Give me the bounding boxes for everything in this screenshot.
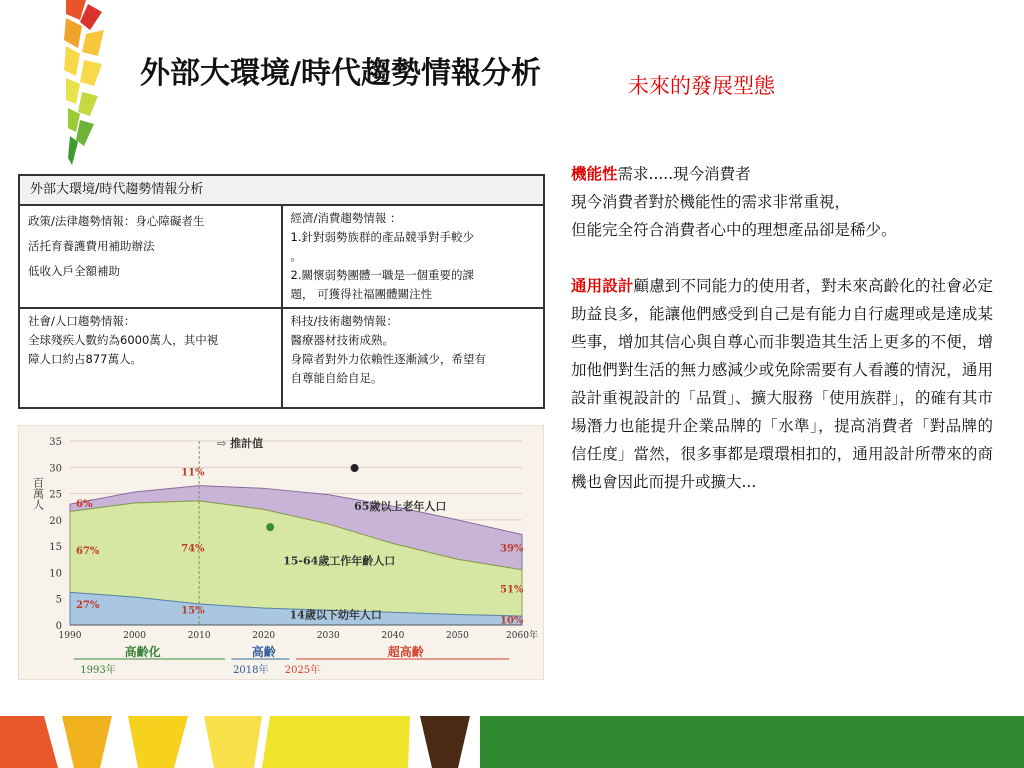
table-line: 經濟/消費趨勢情報 ： [290, 211, 402, 225]
functional-keyword: 機能性 [571, 165, 618, 183]
x-tick-label: 2040 [381, 631, 405, 641]
x-tick-label: 2050 [445, 631, 469, 641]
policy-trend-cell [19, 205, 282, 308]
x-tick-label: 2030 [316, 631, 340, 641]
table-line: 低收入戶全額補助 [28, 264, 120, 278]
society-trend-cell [19, 308, 282, 408]
table-line: 2.關懷弱勢團體一職是一個重要的課 [290, 268, 474, 282]
x-tick-label: 2000 [123, 631, 147, 641]
table-line: 活托育養護費用補助辦法 [28, 239, 155, 253]
table-line: 社會/人口趨勢情報： [28, 314, 136, 328]
phase-year: 2018年 [233, 665, 269, 676]
x-tick-label: 1990 [58, 631, 82, 641]
pct-label: 51% [500, 584, 524, 596]
table-line: 自尊能自給自足。 [290, 371, 383, 385]
table-line: 題， 可獲得社福團體關注性 [290, 287, 433, 301]
universal-design-text: 顧慮到不同能力的使用者，對未來高齡化的社會必定助益良多，能讓他們感受到自己是有能力自行處理或是達成某些事，增加其信心與自尊心而非製造其生活上更多的不便，增加他們對生活的無力感減少或免除需要有人看護的情況，通用設計重視設計的「品質」、擴大服務「使用族群」，的確有其市場潛力也能提升企業品牌的「水準」，提高消費者「對品牌的信任度」當然，很多事都是環環相扣的，通用設計所帶來的商機也會因此而提升或擴大... [571, 277, 993, 491]
y-tick-label: 15 [49, 542, 62, 554]
logo-graphic [58, 0, 118, 165]
table-line: 。 [290, 249, 302, 263]
y-tick-label: 10 [49, 568, 62, 580]
table-line: 政策/法律趨勢情報：身心障礙者生 [28, 214, 205, 228]
ideal-product-line: 但能完全符合消費者心中的理想產品卻是稀少。 [571, 221, 897, 239]
footer-decoration [0, 716, 1024, 768]
table-line: 身障者對外力依賴性逐漸減少，希望有 [290, 352, 486, 366]
page-subtitle: 未來的發展型態 [628, 74, 775, 98]
x-tick-label: 2020 [252, 631, 276, 641]
table-line: 1.針對弱勢族群的產品競爭對手較少 [290, 230, 474, 244]
series-label-working: 15-64歲工作年齡人口 [283, 554, 396, 568]
table-header: 外部大環境/時代趨勢情報分析 [19, 175, 544, 205]
y-tick-label: 5 [55, 594, 62, 606]
economy-trend-cell [282, 205, 545, 308]
pct-label: 74% [181, 543, 205, 555]
universal-design-keyword: 通用設計 [571, 277, 634, 295]
figure-icon [266, 523, 274, 531]
y-tick-label: 30 [49, 463, 62, 475]
pct-label: 11% [181, 467, 205, 479]
y-tick-label: 25 [49, 489, 62, 501]
pct-label: 27% [76, 600, 100, 612]
phase-year: 2025年 [284, 665, 321, 676]
pct-label: 15% [181, 605, 205, 617]
series-label-elderly: 65歲以上老年人口 [354, 500, 447, 514]
y-tick-label: 35 [49, 437, 62, 448]
table-line: 障人口約占877萬人。 [28, 352, 142, 366]
series-label-young: 14歲以下幼年人口 [289, 608, 382, 622]
trend-analysis-table [18, 174, 545, 409]
y-tick-label: 20 [49, 515, 62, 527]
pct-label: 10% [500, 615, 524, 627]
pct-label: 39% [500, 543, 524, 555]
functional-line: 需求.....現今消費者 [617, 165, 751, 183]
technology-trend-cell [282, 308, 545, 408]
phase-year: 1993年 [80, 665, 116, 676]
phase-label: 超高齡 [387, 645, 424, 659]
analysis-text [571, 160, 993, 496]
table-line: 醫療器材技術成熟。 [290, 333, 394, 347]
y-axis-label: 百萬人 [31, 477, 45, 510]
x-tick-label: 2060年 [506, 631, 538, 641]
consumer-line: 現今消費者對於機能性的需求非常重視， [571, 193, 851, 211]
table-line: 全球殘疾人數約為6000萬人，其中視 [28, 333, 219, 347]
elder-figure-icon [351, 464, 359, 472]
pct-label: 67% [76, 546, 100, 558]
phase-label: 高齡化 [124, 645, 161, 659]
phase-label: 高齡 [251, 645, 276, 659]
page-title: 外部大環境/時代趨勢情報分析 [140, 56, 541, 91]
x-tick-label: 2010 [187, 631, 211, 641]
population-chart [18, 425, 544, 680]
estimate-label: ⇨ 推計值 [217, 437, 264, 450]
pct-label: 6% [76, 499, 93, 511]
table-line: 科技/技術趨勢情報： [290, 314, 398, 328]
y-tick-label: 0 [55, 621, 62, 632]
